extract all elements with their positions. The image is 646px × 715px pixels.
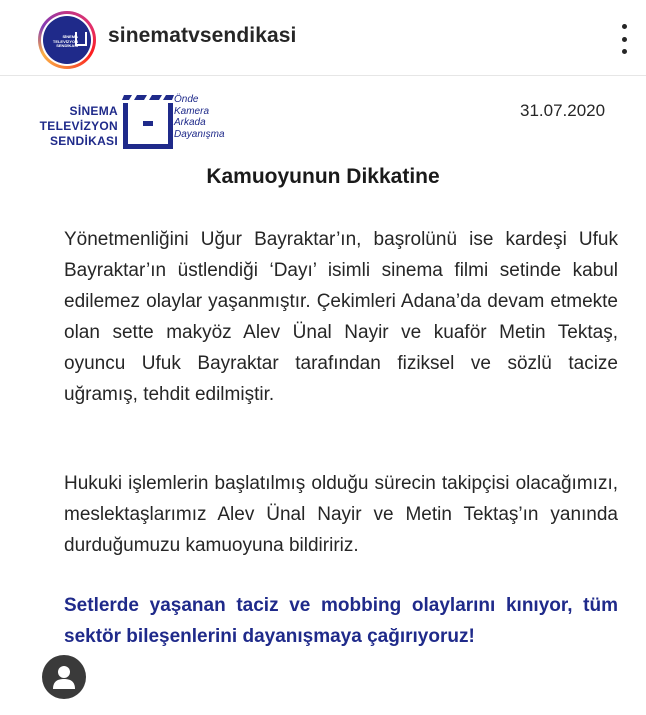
account-avatar[interactable] (38, 11, 96, 69)
user-silhouette-icon (52, 664, 76, 690)
post-header (0, 0, 646, 76)
logo-wordmark: SİNEMA TELEVİZYON SENDİKASI (39, 104, 118, 148)
statement-paragraph-1: Yönetmenliğini Uğur Bayraktar’ın, başrolünü ise kardeşi Ufuk Bayraktar’ın üstlendiği ‘Dayı’ isimli sinema filmi setinde kabul edilemez olaylar yaşanmıştır. Çekimleri Adana’da devam etmekte olan sette makyöz Alev Ünal Nayir ve kuaför Metin Tektaş, oyuncu Ufuk Bayraktar tarafından fiziksel ve sözlü tacize uğramış, tehdit edilmiştir. (64, 229, 618, 405)
union-logo (34, 93, 234, 153)
avatar-logo-mark (75, 32, 87, 46)
statement-paragraph-2: Hukuki işlemlerin başlatılmış olduğu sürecin takipçisi olacağımızı, meslektaşlarımız Alev Ünal Nayir ve Metin Tektaş’ın yanında durduğumuzu kamuoyuna bildiririz. (64, 473, 618, 556)
statement-paragraph-3: Setlerde yaşanan taciz ve mobbing olaylarını kınıyor, tüm sektör bileşenlerini dayanışmaya çağırıyoruz! (64, 595, 618, 647)
statement-title: Kamuoyunun Dikkatine (206, 165, 440, 188)
logo-tagline: Önde Kamera Arkada Dayanışma (174, 94, 225, 140)
account-username[interactable]: sinematvsendikasi (108, 24, 297, 47)
more-options-icon[interactable] (612, 24, 636, 54)
statement-date: 31.07.2020 (520, 101, 606, 120)
avatar-logo: SİNEMA TELEVİZYON SENDİKASI (43, 16, 91, 64)
clapper-mark-icon (122, 93, 174, 151)
user-icon[interactable] (42, 655, 86, 699)
